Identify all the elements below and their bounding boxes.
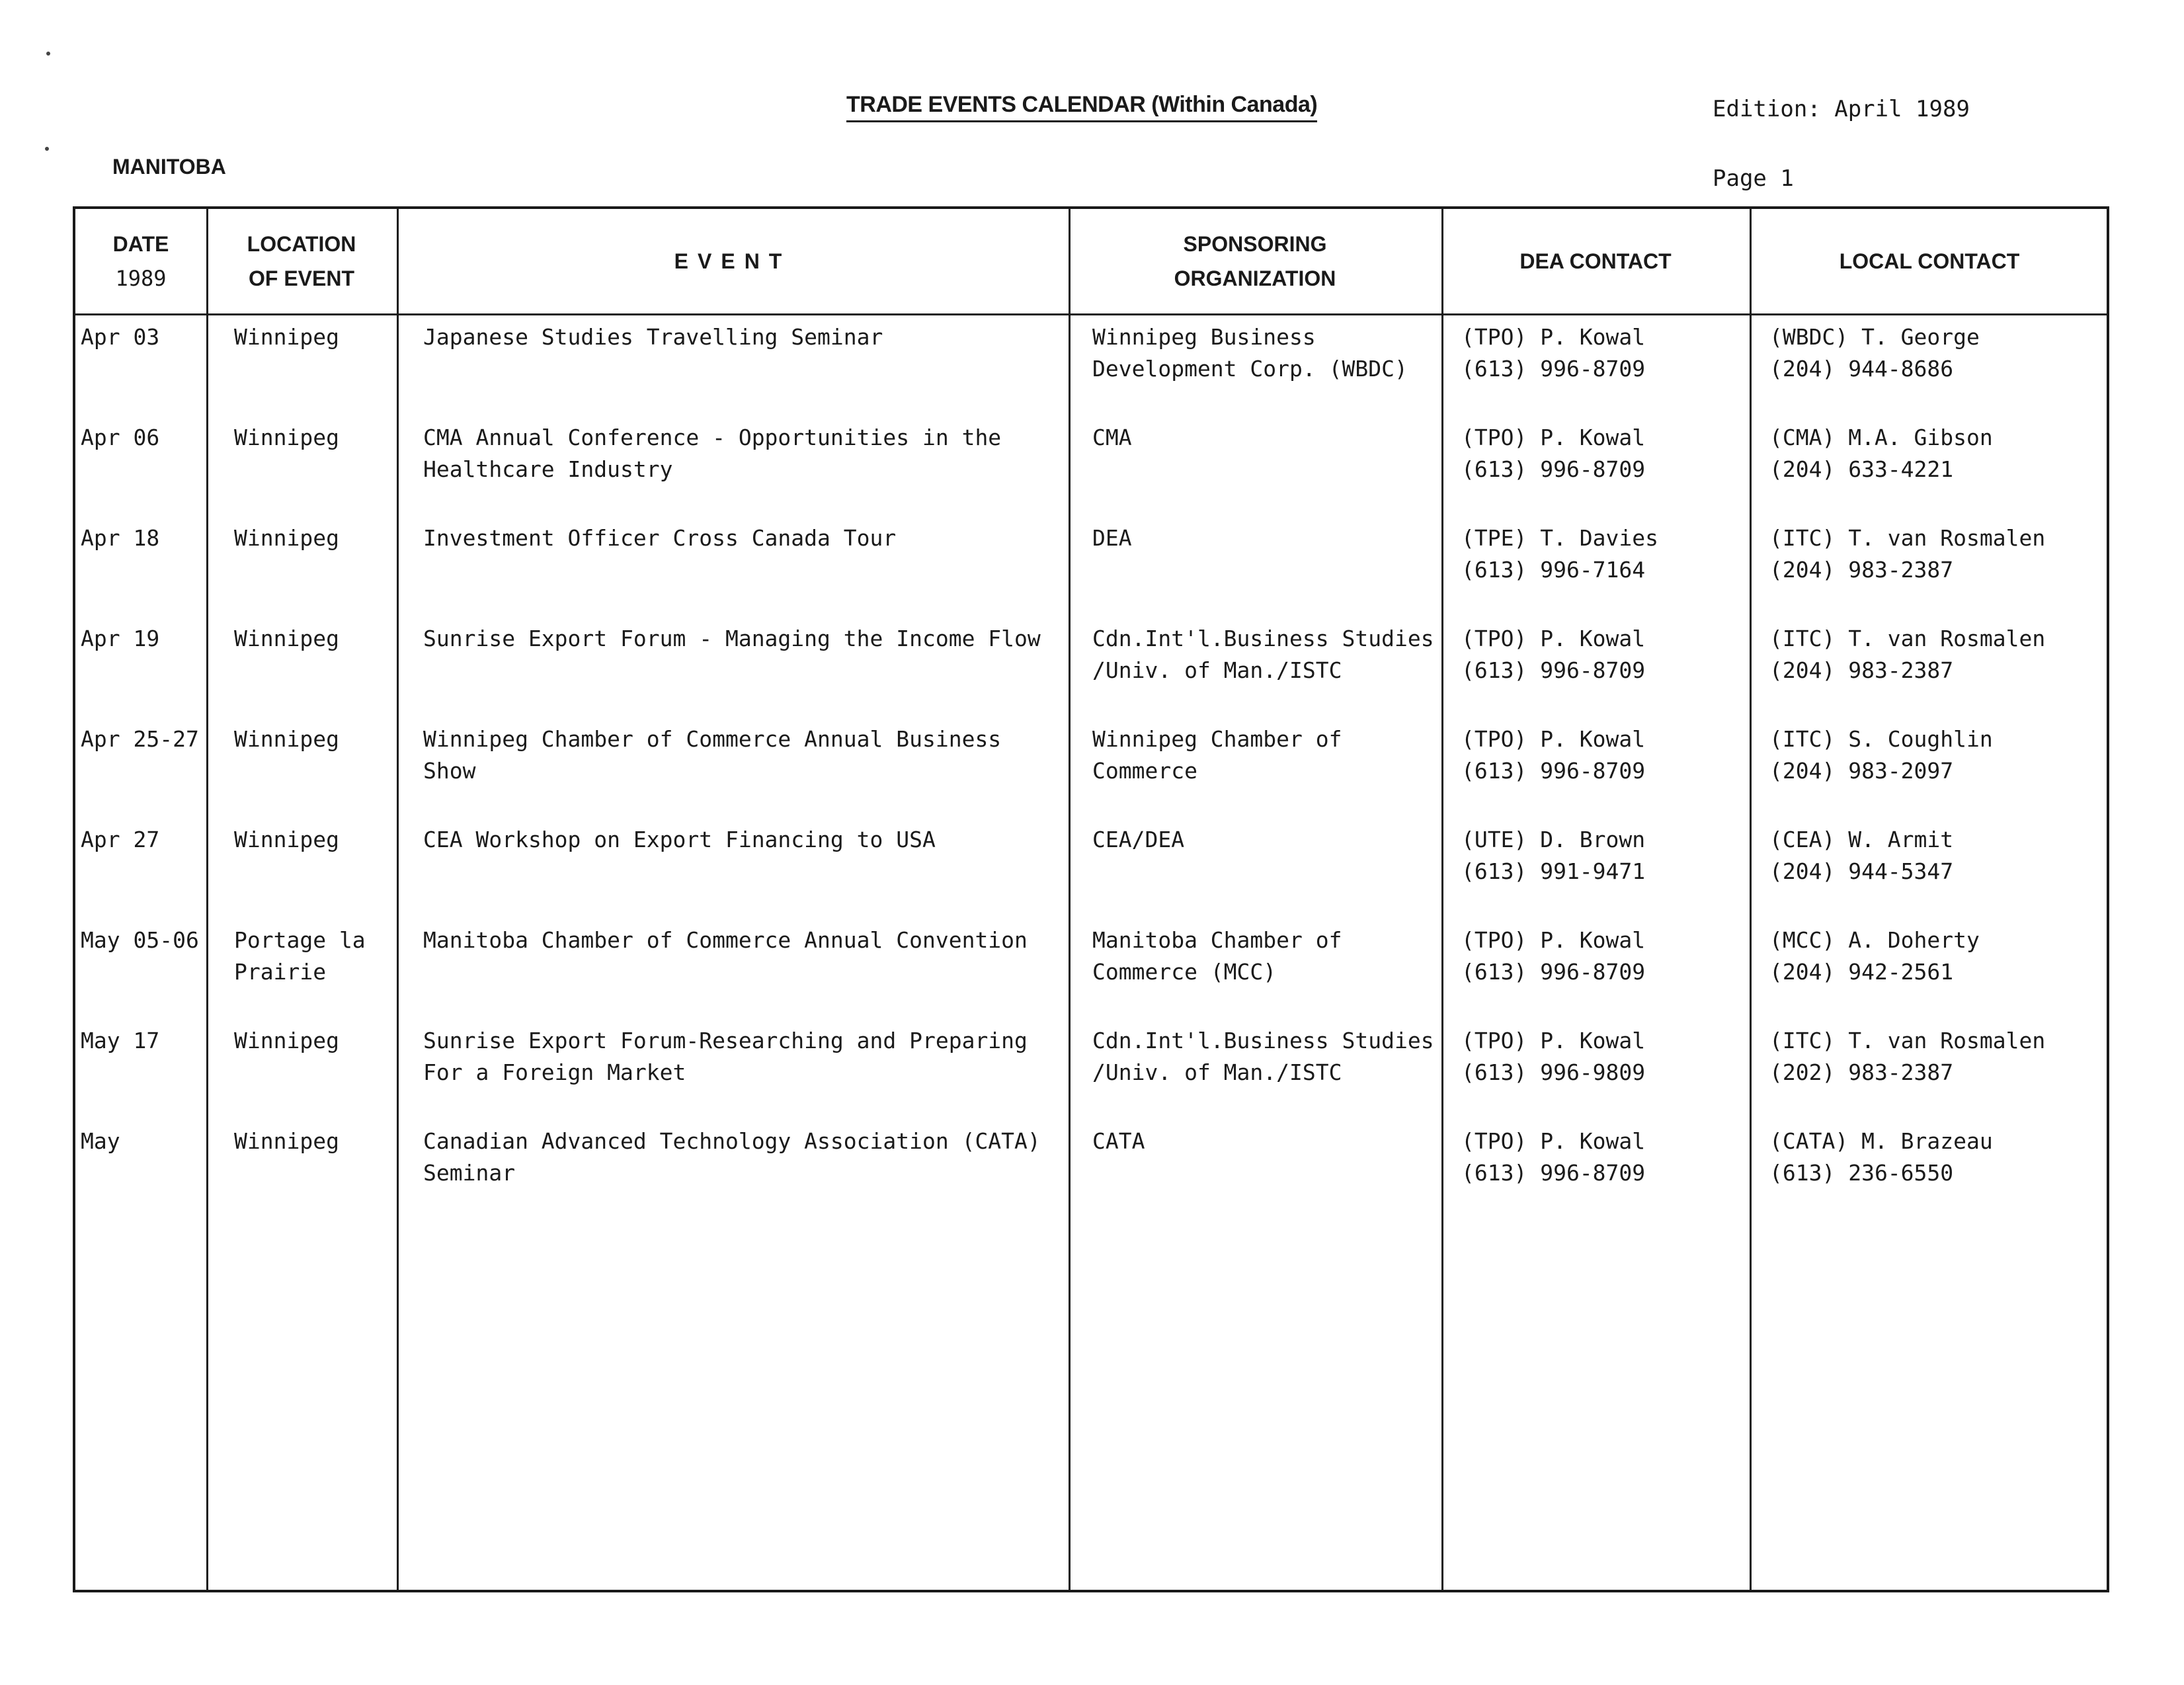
dea-contact-line: (TPO) P. Kowal <box>1461 425 1646 450</box>
region-heading: MANITOBA <box>112 155 226 179</box>
sponsor-line: CATA <box>1092 1128 1145 1154</box>
column-header-event <box>397 209 1069 313</box>
page-number: Page 1 <box>1713 165 1794 192</box>
local-contact-line: (204) 983-2387 <box>1769 657 1954 683</box>
local-contact-cell <box>1769 522 2045 586</box>
event-line: Manitoba Chamber of Commerce Annual Convention <box>423 927 1028 953</box>
table-row <box>75 723 2107 824</box>
event-line: CEA Workshop on Export Financing to USA <box>423 827 936 852</box>
local-contact-line: (CEA) W. Armit <box>1769 827 1954 852</box>
dea-contact-cell <box>1461 422 1645 485</box>
event-line: Canadian Advanced Technology Association (CATA) <box>423 1128 1041 1154</box>
dea-contact-line: (613) 996-8709 <box>1461 959 1646 985</box>
table-row <box>75 925 2107 1025</box>
location-cell <box>234 1025 339 1057</box>
local-contact-line: (204) 983-2387 <box>1769 557 1954 583</box>
local-contact-cell <box>1769 925 1980 988</box>
location-cell <box>234 1126 339 1157</box>
event-line: CMA Annual Conference - Opportunities in the <box>423 425 1002 450</box>
dea-contact-cell <box>1461 522 1658 586</box>
date-cell: May <box>81 1128 120 1154</box>
event-cell <box>423 925 1028 956</box>
edition-label: Edition: April 1989 <box>1713 96 1970 122</box>
event-line: Sunrise Export Forum-Researching and Preparing <box>423 1028 1028 1053</box>
dea-contact-line: (613) 996-8709 <box>1461 1160 1646 1186</box>
event-cell <box>423 522 896 554</box>
event-line: Show <box>423 758 476 784</box>
column-header-sponsor <box>1069 209 1441 313</box>
local-contact-line: (ITC) T. van Rosmalen <box>1769 525 2046 551</box>
dea-contact-line: (613) 996-7164 <box>1461 557 1646 583</box>
dea-contact-cell <box>1461 723 1645 787</box>
date-cell: Apr 03 <box>81 324 160 350</box>
local-contact-line: (204) 983-2097 <box>1769 758 1954 784</box>
table-row <box>75 1025 2107 1126</box>
location-line: Winnipeg <box>234 1028 339 1053</box>
table-row <box>75 422 2107 522</box>
dea-contact-line: (TPO) P. Kowal <box>1461 1128 1646 1154</box>
date-cell: Apr 25-27 <box>81 726 199 752</box>
local-contact-line: (CATA) M. Brazeau <box>1769 1128 1993 1154</box>
date-cell: Apr 06 <box>81 425 160 450</box>
dea-contact-line: (TPE) T. Davies <box>1461 525 1659 551</box>
location-line: Winnipeg <box>234 827 339 852</box>
location-line: Portage la <box>234 927 366 953</box>
event-line: Sunrise Export Forum - Managing the Income Flow <box>423 626 1041 651</box>
dea-contact-cell <box>1461 321 1645 385</box>
sponsor-line: Winnipeg Business <box>1092 324 1316 350</box>
location-cell <box>234 925 366 988</box>
sponsor-line: Cdn.Int'l.Business Studies <box>1092 1028 1434 1053</box>
sponsor-cell <box>1092 422 1132 454</box>
sponsor-cell <box>1092 522 1132 554</box>
column-header-event-label: EVENT <box>674 249 791 273</box>
event-line: Seminar <box>423 1160 516 1186</box>
local-contact-line: (204) 944-8686 <box>1769 356 1954 382</box>
column-header-location <box>206 209 397 313</box>
sponsor-line: Winnipeg Chamber of <box>1092 726 1342 752</box>
scan-speck <box>45 147 49 151</box>
dea-contact-line: (TPO) P. Kowal <box>1461 927 1646 953</box>
column-header-location-line1: LOCATION <box>247 232 356 256</box>
event-line: Japanese Studies Travelling Seminar <box>423 324 883 350</box>
event-line: For a Foreign Market <box>423 1059 686 1085</box>
event-cell <box>423 1126 1041 1189</box>
local-contact-line: (MCC) A. Doherty <box>1769 927 1980 953</box>
sponsor-line: CEA/DEA <box>1092 827 1185 852</box>
dea-contact-line: (TPO) P. Kowal <box>1461 726 1646 752</box>
header-divider <box>75 313 2107 315</box>
column-header-local-contact-label: LOCAL CONTACT <box>1839 249 2020 273</box>
dea-contact-cell <box>1461 623 1645 686</box>
sponsor-line: Commerce (MCC) <box>1092 959 1277 985</box>
location-line: Winnipeg <box>234 324 339 350</box>
sponsor-line: DEA <box>1092 525 1132 551</box>
location-cell <box>234 422 339 454</box>
sponsor-cell <box>1092 1025 1434 1089</box>
column-header-date-label: DATE <box>112 232 169 256</box>
column-header-date <box>75 209 206 313</box>
table-row <box>75 824 2107 925</box>
column-header-location-line2: OF EVENT <box>248 267 354 290</box>
event-line: Investment Officer Cross Canada Tour <box>423 525 897 551</box>
local-contact-line: (204) 633-4221 <box>1769 456 1954 482</box>
local-contact-line: (204) 944-5347 <box>1769 858 1954 884</box>
sponsor-cell <box>1092 824 1184 856</box>
local-contact-cell <box>1769 824 1953 887</box>
local-contact-line: (202) 983-2387 <box>1769 1059 1954 1085</box>
sponsor-line: /Univ. of Man./ISTC <box>1092 657 1342 683</box>
location-line: Winnipeg <box>234 626 339 651</box>
dea-contact-cell <box>1461 1025 1645 1089</box>
local-contact-cell <box>1769 1025 2045 1089</box>
dea-contact-line: (613) 996-8709 <box>1461 356 1646 382</box>
sponsor-cell <box>1092 1126 1145 1157</box>
sponsor-cell <box>1092 925 1342 988</box>
dea-contact-line: (613) 996-8709 <box>1461 456 1646 482</box>
dea-contact-line: (613) 991-9471 <box>1461 858 1646 884</box>
date-cell: Apr 18 <box>81 525 160 551</box>
local-contact-line: (ITC) T. van Rosmalen <box>1769 1028 2046 1053</box>
local-contact-line: (613) 236-6550 <box>1769 1160 1954 1186</box>
column-header-local-contact <box>1750 209 2109 313</box>
column-header-sponsor-line1: SPONSORING <box>1183 232 1327 256</box>
column-header-dea-contact-label: DEA CONTACT <box>1519 249 1672 273</box>
local-contact-line: (ITC) S. Coughlin <box>1769 726 1993 752</box>
sponsor-line: /Univ. of Man./ISTC <box>1092 1059 1342 1085</box>
column-header-dea-contact <box>1441 209 1750 313</box>
location-cell <box>234 723 339 755</box>
local-contact-line: (CMA) M.A. Gibson <box>1769 425 1993 450</box>
table-row <box>75 321 2107 422</box>
scan-speck <box>46 52 50 56</box>
table-row <box>75 1126 2107 1226</box>
location-cell <box>234 321 339 353</box>
sponsor-cell <box>1092 623 1434 686</box>
location-line: Winnipeg <box>234 525 339 551</box>
local-contact-line: (204) 942-2561 <box>1769 959 1954 985</box>
dea-contact-line: (TPO) P. Kowal <box>1461 626 1646 651</box>
dea-contact-line: (613) 996-8709 <box>1461 657 1646 683</box>
location-line: Prairie <box>234 959 327 985</box>
event-cell <box>423 824 936 856</box>
event-line: Healthcare Industry <box>423 456 673 482</box>
local-contact-cell <box>1769 1126 1993 1189</box>
dea-contact-line: (613) 996-8709 <box>1461 758 1646 784</box>
document-title: TRADE EVENTS CALENDAR (Within Canada) <box>846 91 1317 122</box>
sponsor-line: CMA <box>1092 425 1132 450</box>
dea-contact-cell <box>1461 925 1645 988</box>
date-cell: May 17 <box>81 1028 160 1053</box>
events-table <box>73 206 2109 1592</box>
sponsor-line: Commerce <box>1092 758 1197 784</box>
local-contact-cell <box>1769 422 1993 485</box>
column-header-date-year: 1989 <box>115 266 167 291</box>
date-cell: Apr 27 <box>81 827 160 852</box>
event-cell <box>423 321 883 353</box>
location-line: Winnipeg <box>234 726 339 752</box>
dea-contact-cell <box>1461 1126 1645 1189</box>
local-contact-cell <box>1769 723 1993 787</box>
local-contact-line: (ITC) T. van Rosmalen <box>1769 626 2046 651</box>
dea-contact-line: (TPO) P. Kowal <box>1461 1028 1646 1053</box>
dea-contact-line: (TPO) P. Kowal <box>1461 324 1646 350</box>
local-contact-cell <box>1769 623 2045 686</box>
table-row <box>75 623 2107 723</box>
location-cell <box>234 824 339 856</box>
column-header-sponsor-line2: ORGANIZATION <box>1174 267 1336 290</box>
sponsor-line: Cdn.Int'l.Business Studies <box>1092 626 1434 651</box>
sponsor-cell <box>1092 723 1342 787</box>
sponsor-cell <box>1092 321 1408 385</box>
event-cell <box>423 723 1001 787</box>
location-line: Winnipeg <box>234 425 339 450</box>
event-cell <box>423 422 1001 485</box>
event-line: Winnipeg Chamber of Commerce Annual Business <box>423 726 1002 752</box>
date-cell: May 05-06 <box>81 927 199 953</box>
location-cell <box>234 522 339 554</box>
table-row <box>75 522 2107 623</box>
local-contact-cell <box>1769 321 1980 385</box>
event-cell <box>423 1025 1028 1089</box>
sponsor-line: Development Corp. (WBDC) <box>1092 356 1408 382</box>
event-cell <box>423 623 1041 655</box>
dea-contact-line: (613) 996-9809 <box>1461 1059 1646 1085</box>
dea-contact-cell <box>1461 824 1645 887</box>
date-cell: Apr 19 <box>81 626 160 651</box>
local-contact-line: (WBDC) T. George <box>1769 324 1980 350</box>
dea-contact-line: (UTE) D. Brown <box>1461 827 1646 852</box>
sponsor-line: Manitoba Chamber of <box>1092 927 1342 953</box>
location-line: Winnipeg <box>234 1128 339 1154</box>
location-cell <box>234 623 339 655</box>
